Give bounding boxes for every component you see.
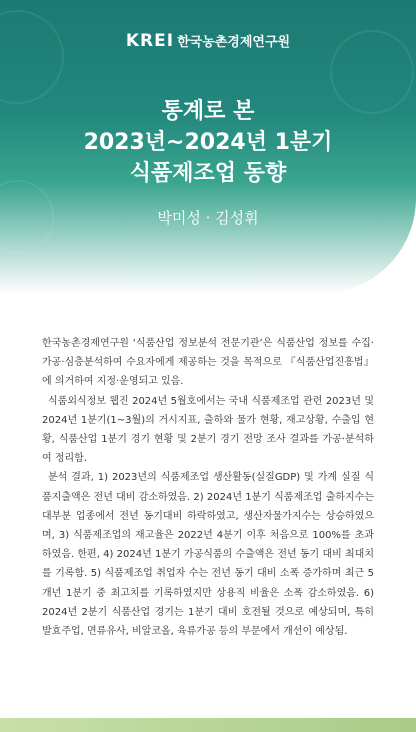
- institute-name: 한국농촌경제연구원: [177, 35, 291, 50]
- authors: 박미성 · 김성휘: [157, 209, 259, 227]
- title-line: 2023년~2024년 1분기: [83, 130, 333, 155]
- bottom-accent-bar: [0, 718, 416, 732]
- summary-paragraph: 식품외식정보 웹진 2024년 5월호에서는 국내 식품제조업 관련 2023년 및 2024년 1분기(1~3월)의 거시지표, 출하와 물가 현황, 재고상황, 수출입 현황, 식품산업 1분기 경기 현황 및 2분기 경기 전망 조사 결과를 가공·분석하여 정리함.: [42, 395, 374, 465]
- cover-header: [0, 0, 416, 294]
- summary-paragraph: 분석 결과, 1) 2023년의 식품제조업 생산활동(실질GDP) 및 가계 실질 식품지출액은 전년 대비 감소하였음. 2) 2024년 1분기 식품제조업 출하지수는 대부분 업종에서 전년 동기대비 하락하였고, 생산자물가지수는 상승하였으며, 3) 식품제조업의 재고율은 2022년 4분기 이후 처음으로 100%를 초과하였음. 한편, 4) 2024년 1분기 가공식품의 수출액은 전년 동기 대비 최대치를 기록함. 5) 식품제조업 취업자 수는 전년 동기 대비 소폭 증가하며 최근 5개년 1분기 중 최고치를 기록하였지만 상용직 비율은 소폭 감소하였음. 6) 2024년 2분기 식품산업 경기는 1분기 대비 호전될 것으로 예상되며, 특히 발효주업, 면류유사, 비알코올, 육류가공 등의 부문에서 개선이 예상됨.: [42, 472, 374, 638]
- summary-body: [42, 334, 374, 641]
- title-line: 통계로 본: [161, 99, 255, 124]
- summary-paragraph: 한국농촌경제연구원 ‘식품산업 정보분석 전문기관’은 식품산업 정보를 수집·가공·심층분석하여 수요자에게 제공하는 것을 목적으로 『식품산업진흥법』에 의거하여 지정·운영되고 있음.: [42, 338, 374, 388]
- document-title: [0, 96, 416, 189]
- institute-logo: [0, 31, 416, 51]
- watermark-decoration: [0, 10, 64, 104]
- title-line: 식품제조업 동향: [129, 161, 287, 186]
- logo-mark: KREI: [125, 31, 175, 51]
